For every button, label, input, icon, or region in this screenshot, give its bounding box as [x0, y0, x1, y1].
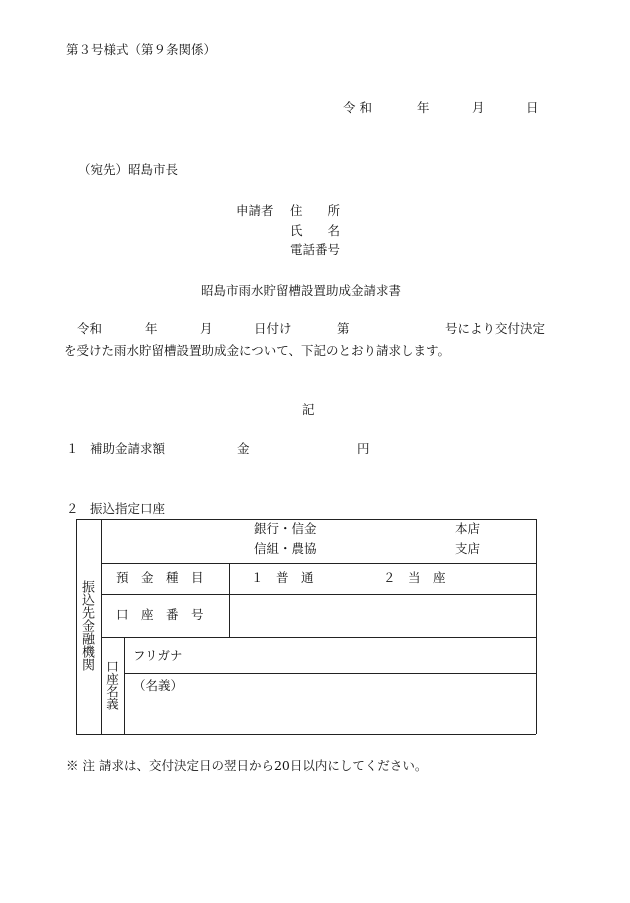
account-name-label: 口座名義: [104, 660, 120, 710]
date-year: 年: [417, 100, 430, 115]
item2-label: 振込指定口座: [90, 501, 166, 516]
body-year: 年: [145, 321, 158, 336]
deposit-option-current: ２ 当 座: [383, 570, 446, 585]
addressee: （宛先）昭島市長: [78, 162, 179, 177]
document-title: 昭島市雨水貯留槽設置助成金請求書: [201, 283, 402, 298]
table-side-header: 振込先金融機関: [79, 580, 94, 671]
date-day: 日: [526, 100, 539, 115]
item1-label: 補助金請求額: [90, 441, 166, 456]
body-dated: 日付け: [254, 321, 292, 336]
address-label: 住 所: [290, 203, 341, 218]
form-number: 第３号様式（第９条関係）: [66, 42, 217, 57]
furigana-label: フリガナ: [133, 648, 183, 663]
bank-label: 銀行・信金: [254, 521, 317, 536]
date-era: 令 和: [343, 100, 372, 115]
note-text: ※ 注 請求は、交付決定日の翌日から20日以内にしてください。: [66, 758, 428, 773]
item2-number: ２: [66, 501, 79, 516]
branch-label: 支店: [455, 541, 481, 556]
item1-kin: 金: [237, 441, 250, 456]
union-label: 信組・農協: [254, 541, 317, 556]
account-number-label: 口 座 番 号: [116, 607, 204, 622]
holder-label: （名義）: [133, 678, 184, 693]
ki-heading: 記: [302, 402, 315, 417]
deposit-type-label: 預 金 種 目: [116, 570, 204, 585]
main-branch-label: 本店: [455, 521, 481, 536]
body-dai: 第: [337, 321, 350, 336]
item1-number: １: [66, 441, 79, 456]
phone-label: 電話番号: [290, 242, 341, 257]
body-line1-end: 号により交付決定: [445, 321, 546, 336]
body-line2: を受けた雨水貯留槽設置助成金について、下記のとおり請求します。: [64, 343, 451, 358]
item1-yen: 円: [357, 441, 370, 456]
date-month: 月: [472, 100, 485, 115]
applicant-label: 申請者: [236, 203, 274, 218]
name-label: 氏 名: [290, 223, 341, 238]
body-era: 令和: [77, 321, 103, 336]
deposit-option-ordinary: １ 普 通: [251, 570, 314, 585]
body-month: 月: [200, 321, 213, 336]
